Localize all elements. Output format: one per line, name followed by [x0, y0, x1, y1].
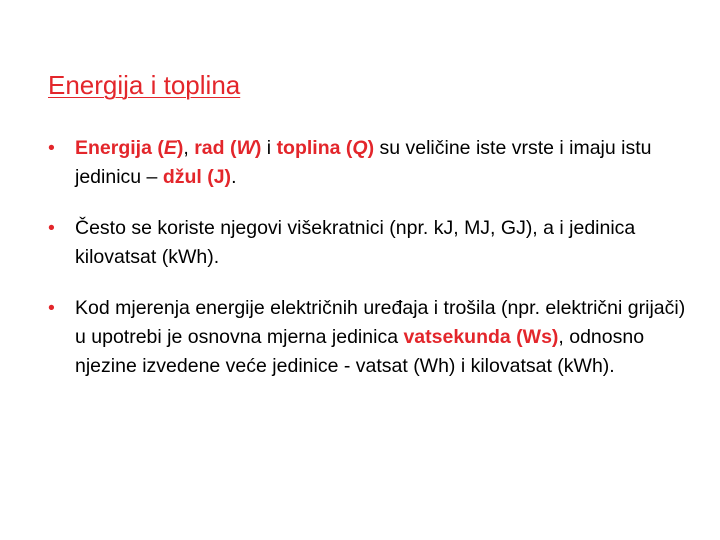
- bullet-measurement: • Kod mjerenja energije električnih uređaja i trošila (npr. električni grijači) u upotrebi je osnovna mjerna jedinica vatsekunda (Ws), odnosno njezine izvedene veće jedinice - vatsat (Wh) i kilovatsat (kWh).: [48, 294, 688, 381]
- symbol-w: W: [236, 137, 255, 159]
- term-watt-second: vatsekunda (Ws): [403, 326, 559, 348]
- bullet-dot-icon: •: [48, 137, 55, 159]
- term-energy: Energija (E): [75, 137, 184, 159]
- symbol-q: Q: [352, 137, 368, 159]
- bullet-energy-units: • Energija (E), rad (W) i toplina (Q) su veličine iste vrste i imaju istu jedinicu – džul (J).: [48, 134, 688, 192]
- term-joule: džul (J): [162, 166, 232, 188]
- bullet-list: [48, 134, 688, 403]
- bullet-dot-icon: •: [48, 297, 55, 319]
- bullet-text: Često se koriste njegovi višekratnici (npr. kJ, MJ, GJ), a i jedinica kilovatsat (kWh).: [75, 217, 636, 268]
- term-heat: toplina (Q): [276, 137, 375, 159]
- symbol-e: E: [163, 137, 177, 159]
- term-work: rad (W): [194, 137, 262, 159]
- bullet-multiples: [48, 214, 688, 272]
- slide-title: Energija i toplina: [48, 70, 241, 100]
- bullet-dot-icon: •: [48, 217, 55, 239]
